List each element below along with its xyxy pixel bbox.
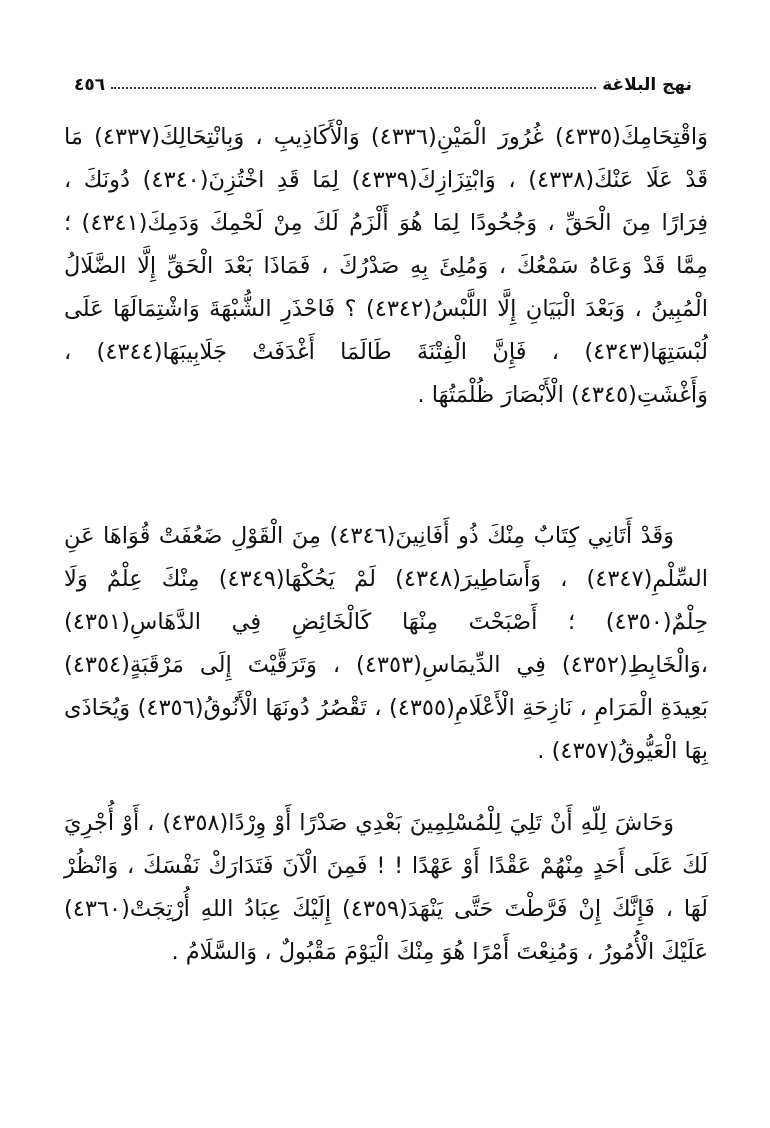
- paragraph-text: وَحَاشَ لِلّهِ أَنْ تَلِيَ لِلْمُسْلِمِينَ بَعْدِي صَدْرًا أَوْ وِرْدًا(٤٣٥٨) ، أَوْ أُجْرِيَ لَكَ عَلَى أَحَدٍ مِنْهُمْ عَقْدًا أَوْ عَهْدًا ! ! فَمِنَ الْآنَ فَتَدَارَكْ نَفْسَكَ ، وَانْظُرْ لَهَا ، فَإِنَّكَ إِنْ فَرَّطْتَ حَتَّى يَنْهَدَ(٤٣٥٩) إِلَيْكَ عِبَادُ اللهِ أُرْتِجَتْ(٤٣٦٠) عَلَيْكَ الْأُمُورُ ، وَمُنِعْتَ أَمْرًا هُوَ مِنْكَ الْيَوْمَ مَقْبُولٌ ، وَالسَّلَامُ .: [64, 810, 708, 965]
- book-title: نهج البلاغة: [602, 75, 692, 95]
- paragraph-2: [64, 515, 708, 773]
- page-number: ٤٥٦: [74, 75, 106, 95]
- paragraph-text: وَاقْتِحَامِكَ(٤٣٣٥) غُرُورَ الْمَيْنِ(٤٣٣٦) وَالْأَكَاذِيبِ ، وَبِانْتِحَالِكَ(٤٣٣٧) مَا قَدْ عَلَا عَنْكَ(٤٣٣٨) ، وَابْتِزَازِكَ(٤٣٣٩) لِمَا قَدِ اخْتُزِنَ(٤٣٤٠) دُونَكَ ، فِرَارًا مِنَ الْحَقِّ ، وَجُحُودًا لِمَا هُوَ أَلْزَمُ لَكَ مِنْ لَحْمِكَ وَدَمِكَ(٤٣٤١) ؛ مِمَّا قَدْ وَعَاهُ سَمْعُكَ ، وَمُلِئَ بِهِ صَدْرُكَ ، فَمَاذَا بَعْدَ الْحَقِّ إِلَّا الضَّلَالُ الْمُبِينُ ، وَبَعْدَ الْبَيَانِ إِلَّا اللَّبْسُ(٤٣٤٢) ؟ فَاحْذَرِ الشُّبْهَةَ وَاشْتِمَالَهَا عَلَى لُبْسَتِهَا(٤٣٤٣) ، فَإِنَّ الْفِتْنَةَ طَالَمَا أَغْدَفَتْ جَلَابِيبَهَا(٤٣٤٤) ، وَأَغْشَتِ(٤٣٤٥) الْأَبْصَارَ ظُلْمَتُهَا .: [64, 124, 708, 408]
- paragraph-text: وَقَدْ أَتَانِي كِتَابٌ مِنْكَ ذُو أَفَانِينَ(٤٣٤٦) مِنَ الْقَوْلِ ضَعُفَتْ قُوَاهَا عَنِ السِّلْمِ(٤٣٤٧) ، وَأَسَاطِيرَ(٤٣٤٨) لَمْ يَحُكْهَا(٤٣٤٩) مِنْكَ عِلْمٌ وَلَا حِلْمٌ(٤٣٥٠) ؛ أَصْبَحْتَ مِنْهَا كَالْخَائِضِ فِي الدَّهَاسِ(٤٣٥١) ،وَالْخَابِطِ(٤٣٥٢) فِي الدِّيمَاسِ(٤٣٥٣) ، وَتَرَقَّيْتَ إِلَى مَرْقَبَةٍ(٤٣٥٤) بَعِيدَةِ الْمَرَامِ ، نَازِحَةِ الْأَعْلَامِ(٤٣٥٥) ، تَقْصُرُ دُونَهَا الْأَنُوقُ(٤٣٥٦) وَيُحَاذَى بِهَا الْعَيُّوقُ(٤٣٥٧) .: [64, 523, 708, 764]
- paragraph-3: [64, 802, 708, 974]
- paragraph-1: [64, 116, 708, 417]
- page-header: [66, 72, 700, 98]
- header-dotted-leader: [111, 87, 596, 89]
